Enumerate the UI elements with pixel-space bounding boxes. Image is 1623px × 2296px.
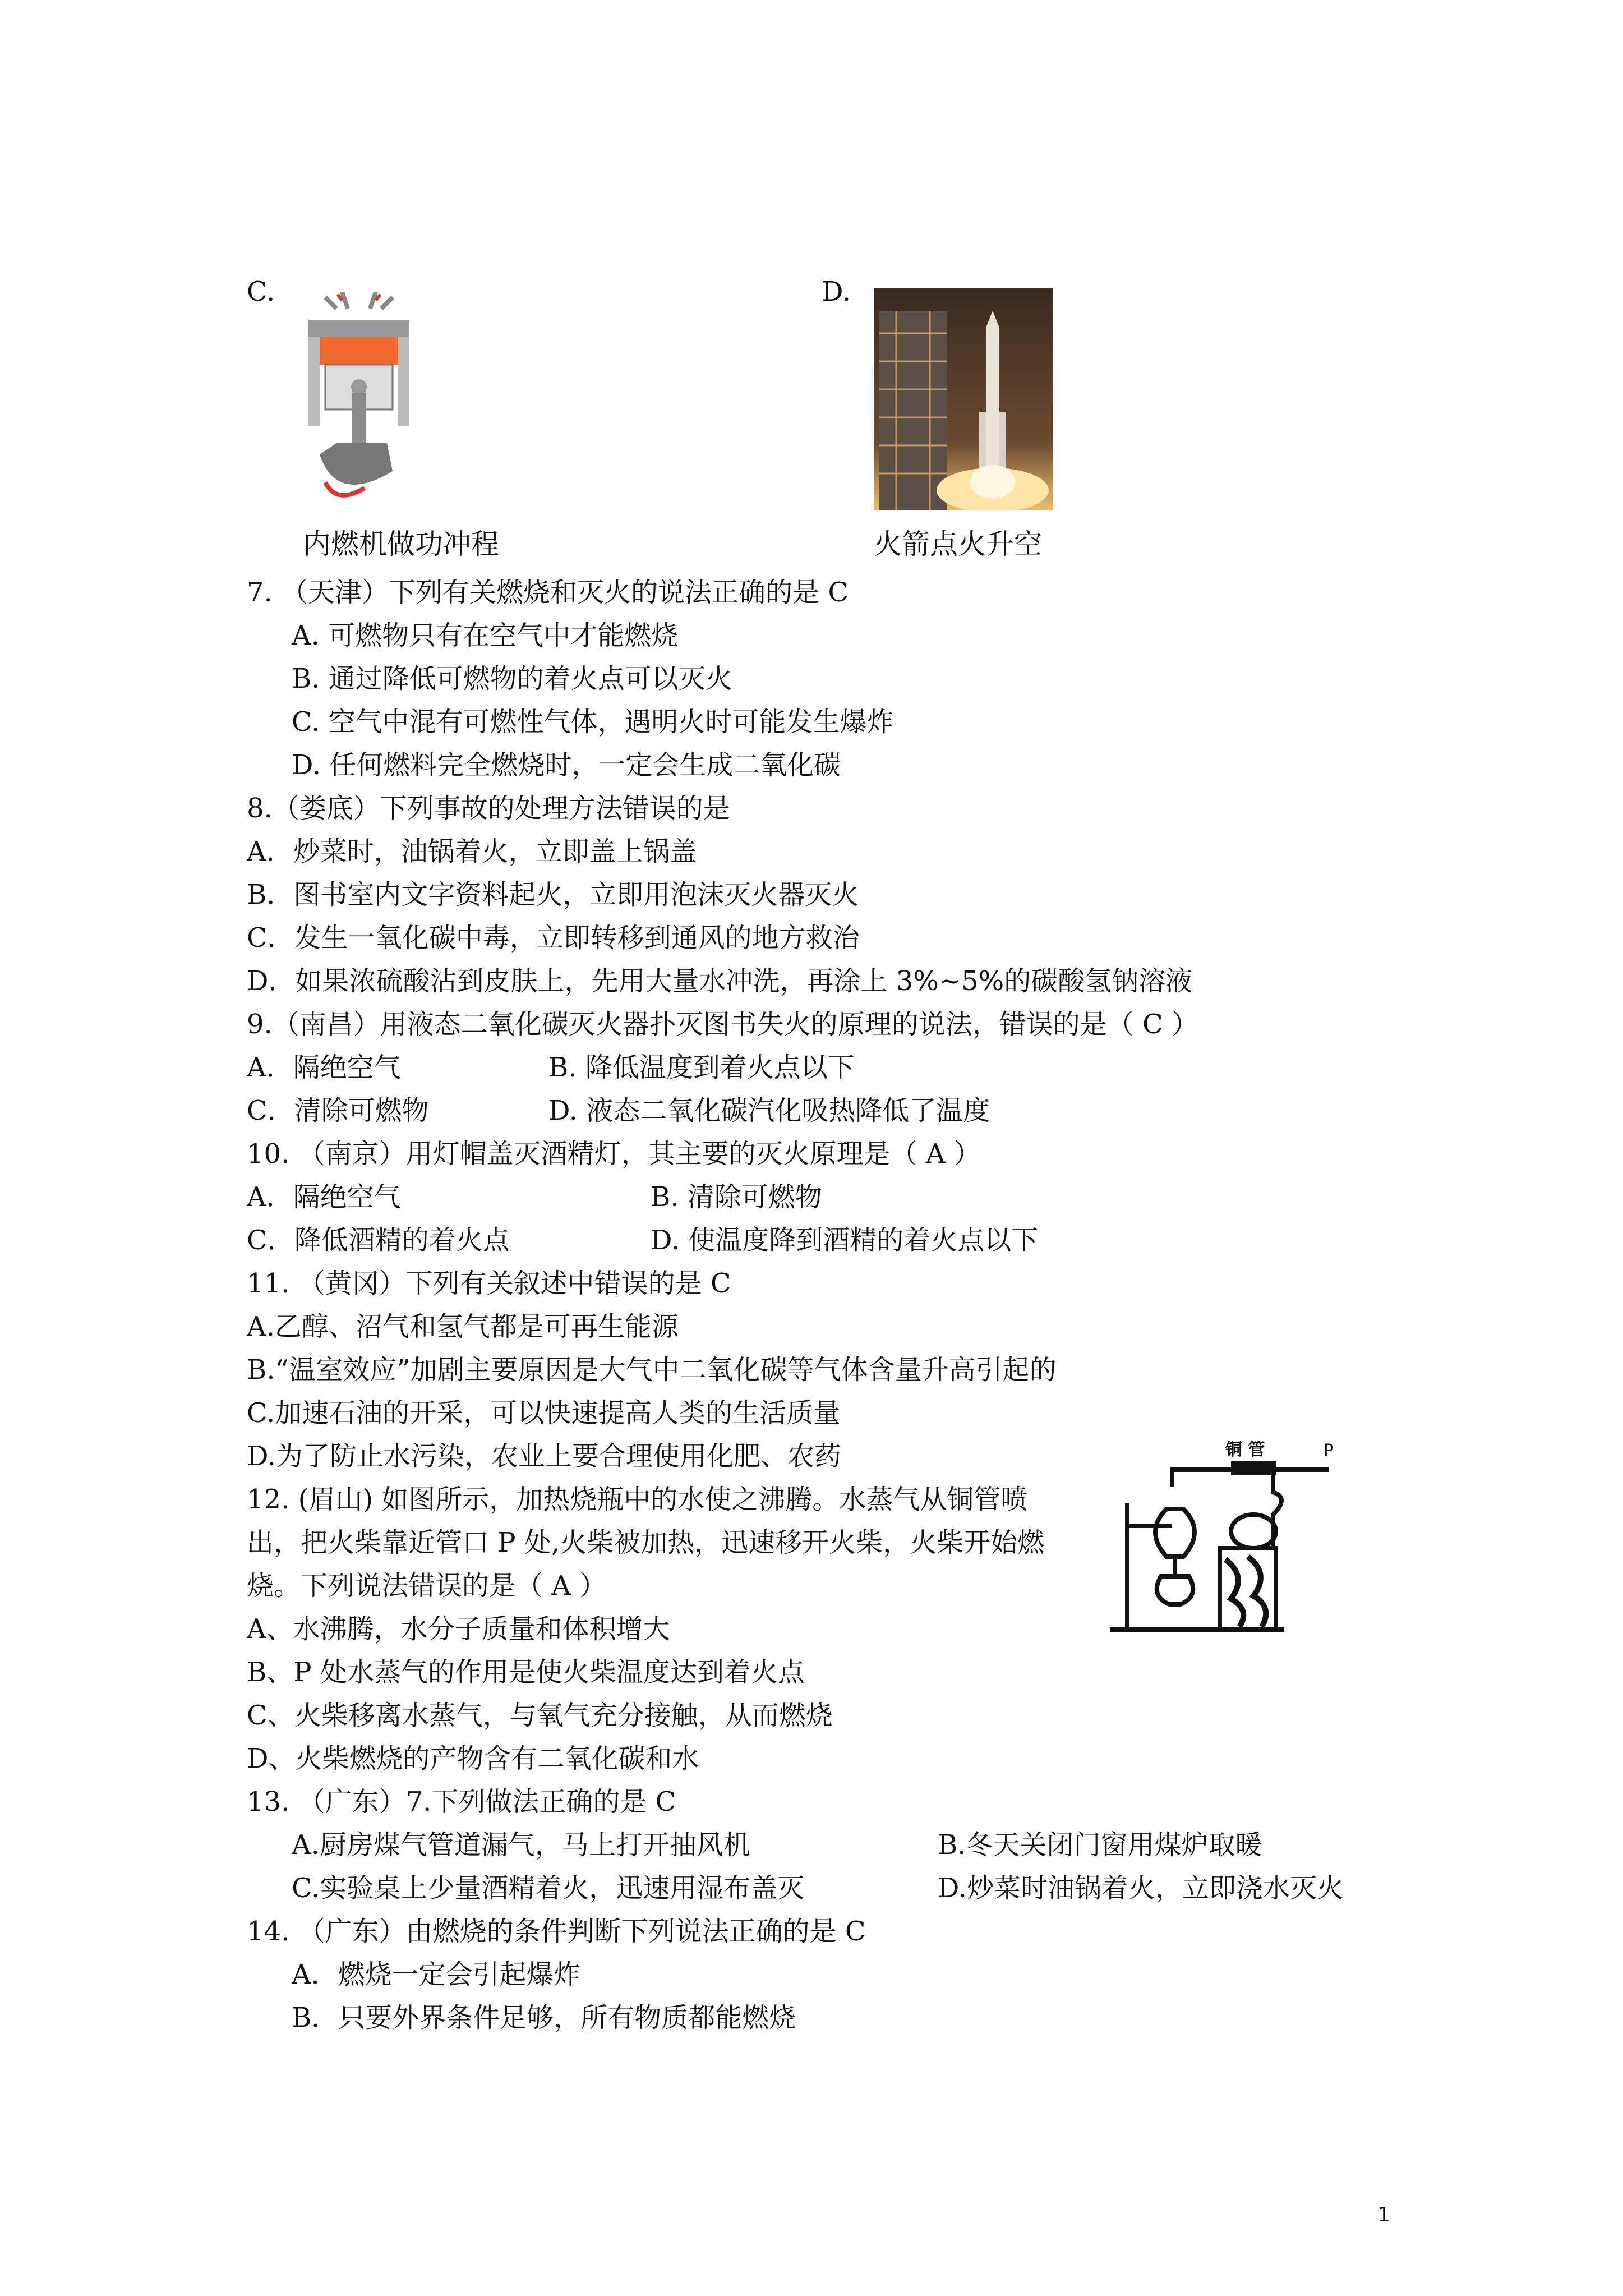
apparatus-tube-label: 铜 管 [1225, 1440, 1265, 1460]
q11-option-c: C.加速石油的开采，可以快速提高人类的生活质量 [247, 1397, 841, 1429]
q9-option-a: A．隔绝空气 [247, 1052, 401, 1083]
q8-option-c: C．发生一氧化碳中毒，立即转移到通风的地方救治 [247, 922, 860, 954]
q10-option-b: B. 清除可燃物 [651, 1181, 822, 1213]
q9-stem: 9.（南昌）用液态二氧化碳灭火器扑灭图书失火的原理的说法，错误的是（ C ） [247, 1009, 1199, 1040]
q13-stem: 13. （广东）7.下列做法正确的是 C [247, 1786, 676, 1818]
q12-stem-line2: 出，把火柴靠近管口 P 处,火柴被加热，迅速移开火柴，火柴开始燃 [247, 1527, 1045, 1558]
q8-stem: 8.（娄底）下列事故的处理方法错误的是 [247, 793, 730, 824]
q10-option-c: C．降低酒精的着火点 [247, 1225, 510, 1256]
rocket-launch-image [874, 288, 1053, 510]
q10-option-d: D. 使温度降到酒精的着火点以下 [651, 1225, 1039, 1256]
q13-option-a: A.厨房煤气管道漏气，马上打开抽风机 [292, 1829, 750, 1861]
figure-d-caption: 火箭点火升空 [874, 528, 1042, 560]
q8-option-b: B．图书室内文字资料起火，立即用泡沫灭火器灭火 [247, 879, 859, 910]
figure-c-label: C. [247, 276, 275, 307]
q12-option-c: C、火柴移离水蒸气，与氧气充分接触，从而燃烧 [247, 1700, 833, 1731]
q7-option-d: D. 任何燃料完全燃烧时，一定会生成二氧化碳 [292, 749, 841, 781]
q14-option-b: B．只要外界条件足够，所有物质都能燃烧 [292, 2002, 796, 2033]
q12-stem-line3: 烧。下列说法错误的是（ A ） [247, 1570, 607, 1602]
q9-option-b: B. 降低温度到着火点以下 [548, 1052, 855, 1083]
q12-option-a: A、水沸腾，水分子质量和体积增大 [247, 1613, 670, 1645]
q7-stem: 7. （天津）下列有关燃烧和灭火的说法正确的是 C [247, 577, 849, 608]
q7-option-c: C. 空气中混有可燃性气体，遇明火时可能发生爆炸 [292, 706, 894, 738]
q10-stem: 10. （南京）用灯帽盖灭酒精灯，其主要的灭火原理是（ A ） [247, 1138, 981, 1170]
q12-stem-line1: 12. (眉山) 如图所示，加热烧瓶中的水使之沸腾。水蒸气从铜管喷 [247, 1484, 1028, 1515]
figure-d-label: D. [822, 276, 851, 307]
q13-option-d: D.炒菜时油锅着火，立即浇水灭火 [938, 1872, 1344, 1904]
q9-option-d: D. 液态二氧化碳汽化吸热降低了温度 [548, 1095, 990, 1126]
q9-option-c: C．清除可燃物 [247, 1095, 429, 1126]
q8-option-a: A．炒菜时，油锅着火，立即盖上锅盖 [247, 836, 697, 867]
q13-option-c: C.实验桌上少量酒精着火，迅速用湿布盖灭 [292, 1872, 805, 1904]
q12-option-d: D、火柴燃烧的产物含有二氧化碳和水 [247, 1743, 699, 1774]
q8-option-d: D．如果浓硫酸沾到皮肤上，先用大量水冲洗，再涂上 3%~5%的碳酸氢钠溶液 [247, 965, 1193, 997]
apparatus-p-label: P [1324, 1441, 1334, 1461]
q14-stem: 14. （广东）由燃烧的条件判断下列说法正确的是 C [247, 1916, 866, 1947]
q11-stem: 11. （黄冈）下列有关叙述中错误的是 C [247, 1268, 731, 1299]
engine-piston-image [303, 292, 415, 516]
q11-option-d: D.为了防止水污染，农业上要合理使用化肥、农药 [247, 1441, 842, 1472]
q11-option-a: A.乙醇、沼气和氢气都是可再生能源 [247, 1311, 679, 1342]
q13-option-b: B.冬天关闭门窗用煤炉取暖 [938, 1829, 1262, 1861]
q14-option-a: A．燃烧一定会引起爆炸 [292, 1959, 580, 1990]
q11-option-b: B.“温室效应”加剧主要原因是大气中二氧化碳等气体含量升高引起的 [247, 1354, 1057, 1386]
q10-option-a: A．隔绝空气 [247, 1181, 401, 1213]
q7-option-b: B. 通过降低可燃物的着火点可以灭火 [292, 663, 732, 694]
q12-option-b: B、P 处水蒸气的作用是使火柴温度达到着火点 [247, 1657, 805, 1688]
figure-c-caption: 内燃机做功冲程 [303, 528, 499, 560]
q7-option-a: A. 可燃物只有在空气中才能燃烧 [292, 620, 679, 651]
steam-apparatus-diagram [1105, 1436, 1340, 1638]
page-number: 1 [1377, 2203, 1390, 2226]
